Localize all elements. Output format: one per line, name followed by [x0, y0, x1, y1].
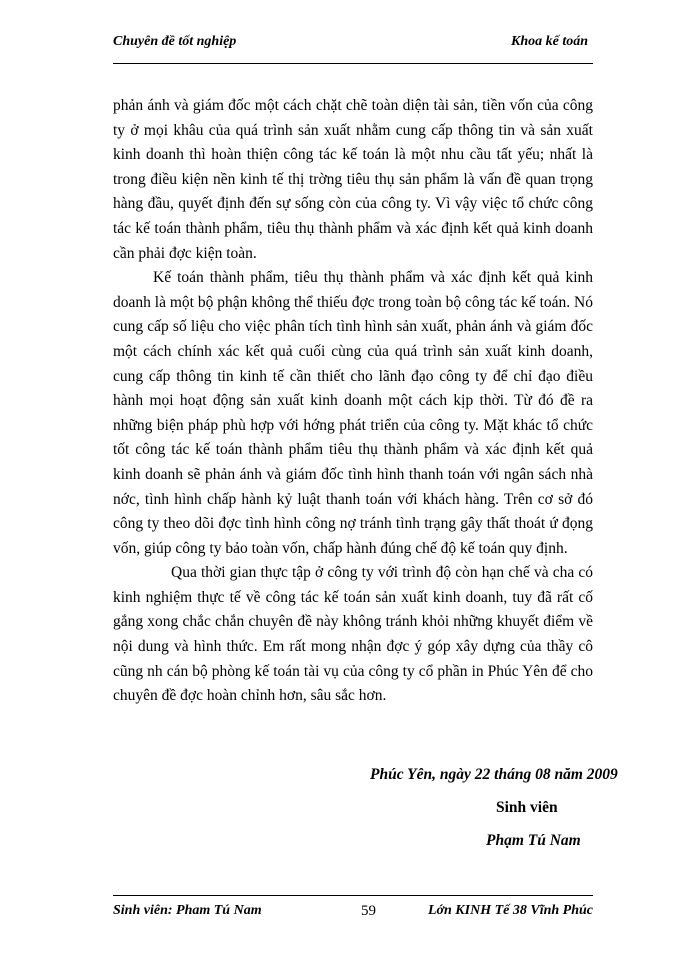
header-divider [113, 63, 593, 64]
page-header [113, 34, 588, 56]
header-left-title: Chuyên đề tốt nghiệp [113, 34, 237, 49]
signature-block [370, 758, 630, 857]
footer-class: Lớn KINH Tế 38 Vĩnh Phúc [427, 903, 593, 918]
signer-name: Phạm Tú Nam [486, 832, 581, 849]
paragraph-1: phản ánh và giám đốc một cách chặt chẽ toàn diện tài sản, tiền vốn của công ty ở mọi khâu của quá trình sản xuất nhằm cung cấp thông tin và sản xuất kinh doanh thì hoàn thiện công tác kế toán là một nhu cầu tất yếu; nhất là trong điều kiện nền kinh tế thị trờng tiêu thụ sản phẩm là vấn đề quan trọng hàng đầu, quyết định đến sự sống còn của công ty. Vì vậy việc tổ chức công tác kế toán thành phẩm, tiêu thụ thành phẩm và xác định kết quả kinh doanh cần phải đợc kiện toàn. [113, 97, 593, 262]
place-date: Phúc Yên, ngày 22 tháng 08 năm 2009 [370, 766, 618, 783]
paragraph-2: Kế toán thành phẩm, tiêu thụ thành phẩm và xác định kết quả kinh doanh là một bộ phận không thể thiếu đợc trong toàn bộ công tác kế toán. Nó cung cấp số liệu cho việc phân tích tình hình sản xuất, phản ánh và giám đốc một cách chính xác kết quả cuối cùng của quá trình sản xuất kinh doanh, cung cấp thông tin kinh tế cần thiết cho lãnh đạo công ty để chỉ đạo điều hành mọi hoạt động sản xuất kinh doanh một cách kịp thời. Từ đó đề ra những biện pháp phù hợp với hớng phát triển của công ty. Mặt khác tổ chức tốt công tác kế toán thành phẩm tiêu thụ thành phẩm và xác định kết quả kinh doanh sẽ phản ánh và giám đốc tình hình thanh toán với ngân sách nhà nớc, tình hình chấp hành kỷ luật thanh toán với khách hàng. Trên cơ sở đó công ty theo dõi đợc tình hình công nợ tránh tình trạng gây thất thoát ứ đọng vốn, giúp công ty bảo toàn vốn, chấp hành đúng chế độ kế toán quy định. [113, 269, 593, 557]
paragraph-3: Qua thời gian thực tập ở công ty với trình độ còn hạn chế và cha có kinh nghiệm thực tế về công tác kế toán sản xuất kinh doanh, tuy đã rất cố gắng xong chắc chắn chuyên đề này không tránh khỏi những khuyết điểm về nội dung và hình thức. Em rất mong nhận đợc ý góp xây dựng của thầy cô cũng nh cán bộ phòng kế toán tài vụ của công ty cổ phần in Phúc Yên để cho chuyên đề đợc hoàn chỉnh hơn, sâu sắc hơn. [113, 564, 593, 705]
footer-student: Sinh viên: Pham Tú Nam [113, 903, 262, 918]
footer-divider [113, 895, 593, 896]
page-footer [113, 903, 593, 925]
signer-role: Sinh viên [496, 799, 558, 816]
header-right-title: Khoa kế toán [510, 34, 588, 49]
body-text [113, 94, 593, 709]
page-number: 59 [361, 903, 376, 919]
